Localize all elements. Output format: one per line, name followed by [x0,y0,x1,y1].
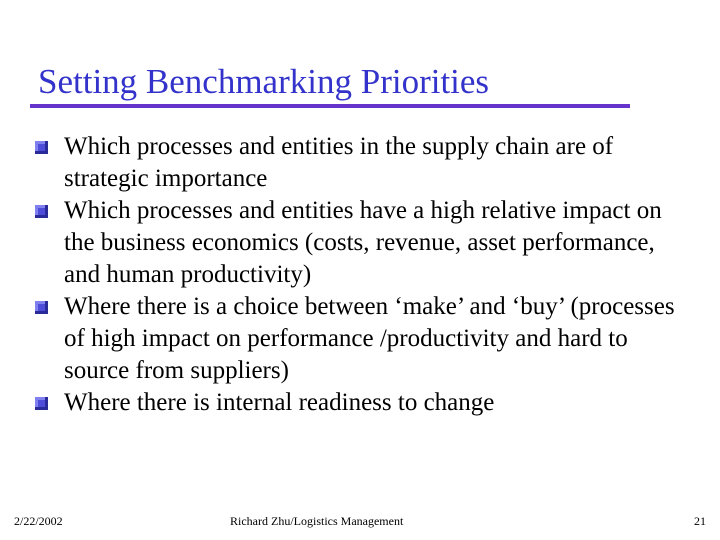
footer-author-course: Richard Zhu/Logistics Management [230,514,404,528]
slide-title: Setting Benchmarking Priorities [38,62,490,101]
bullet-item [32,131,692,195]
bullet-item [32,291,692,387]
square-bullet-icon [35,301,48,314]
bullet-text: Where there is internal readiness to change [64,389,495,416]
page-number: 21 [694,514,706,528]
bullet-item [32,387,692,419]
footer-date: 2/22/2002 [14,514,63,528]
square-bullet-icon [35,141,48,154]
bullet-text: Which processes and entities in the supply chain are of strategic importance [64,133,614,192]
bullet-item [32,195,692,291]
square-bullet-icon [35,205,48,218]
bullet-text: Which processes and entities have a high relative impact on the business economics (costs, revenue, asset performance, and human productivity) [64,197,662,288]
bullet-list [32,131,692,419]
square-bullet-icon [35,397,48,410]
title-underline [30,104,630,108]
bullet-text: Where there is a choice between ‘make’ and ‘buy’ (processes of high impact on performance /productivity and hard to source from suppliers) [64,293,675,384]
